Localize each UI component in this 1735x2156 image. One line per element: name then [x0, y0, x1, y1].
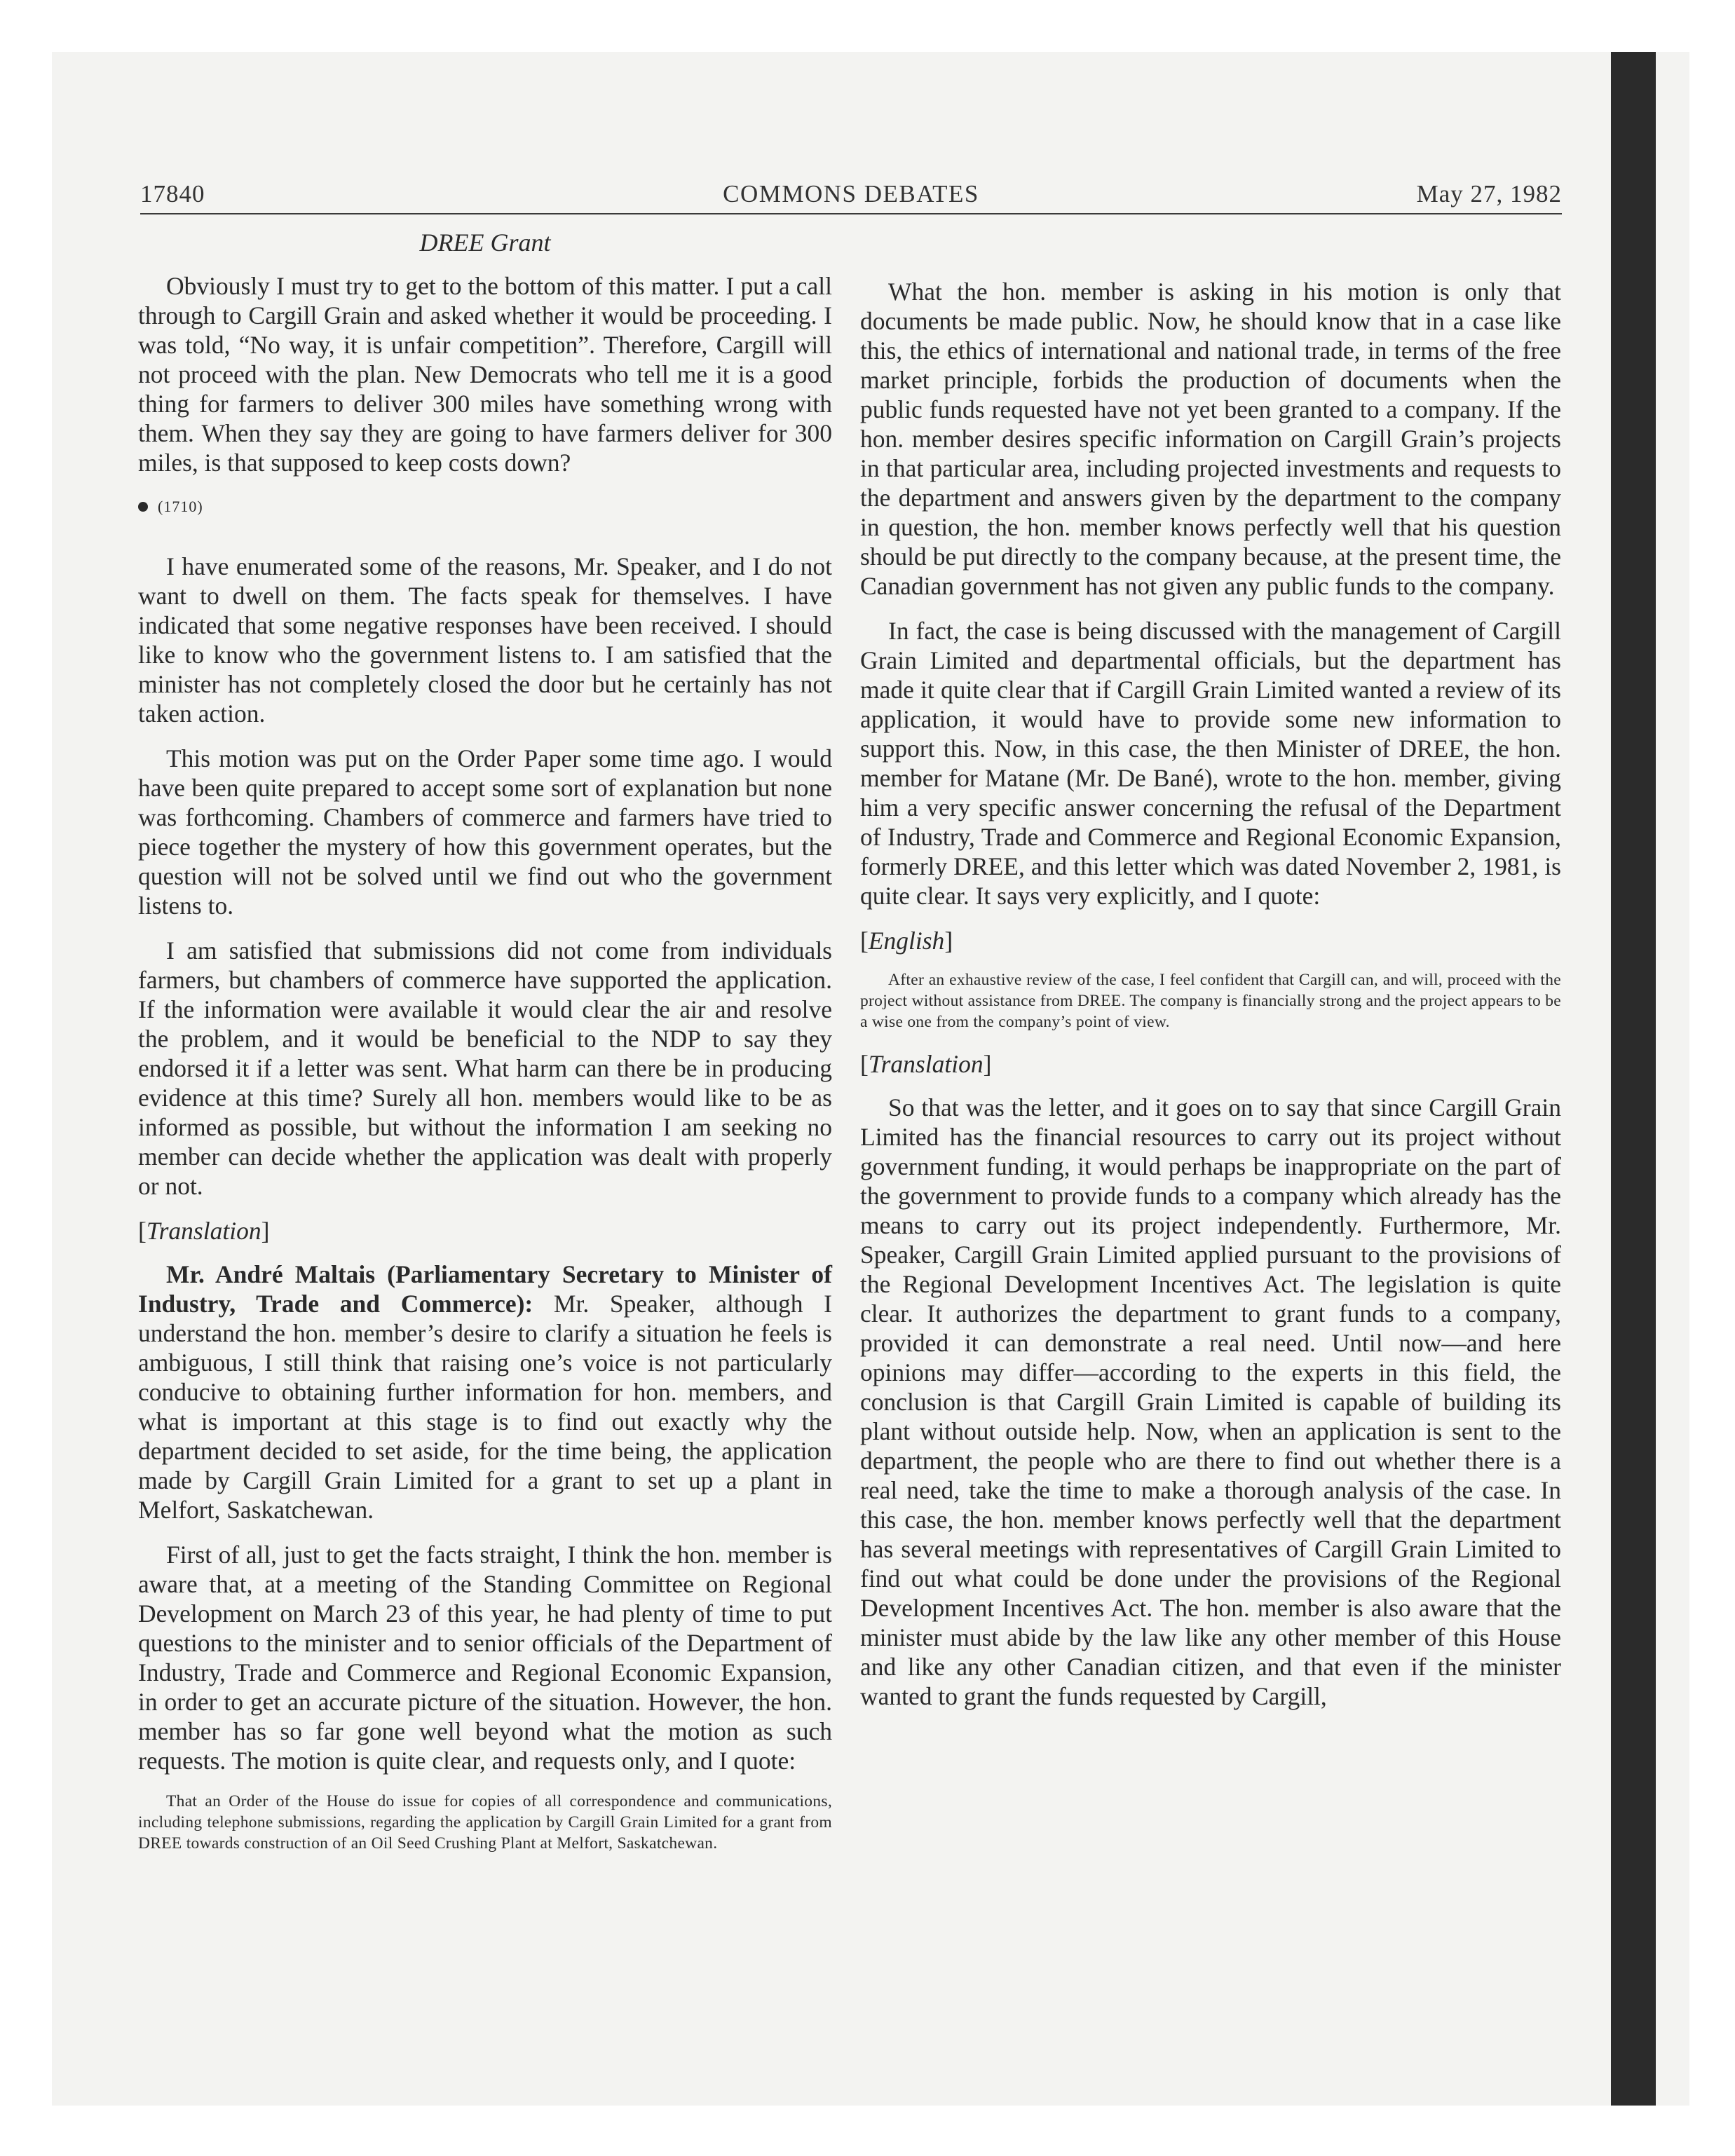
speaker-name: Mr. André Maltais (Parliamentary Secretary to Minister of Industry, Trade and Commerce): [138, 1260, 832, 1318]
scan-edge-shadow [1611, 52, 1656, 2106]
block-quote: That an Order of the House do issue for copies of all correspondence and communications, including telephone submissions, regarding the application by Cargill Grain Limited for a grant from DREE towards construction of an Oil Seed Crushing Plant at Melfort, Saskatchewan. [138, 1792, 832, 1853]
right-column [860, 277, 1561, 1726]
translation-label: Translation [146, 1217, 261, 1245]
time-marker [138, 493, 832, 521]
speech-paragraph [138, 1260, 832, 1524]
paragraph: In fact, the case is being discussed with the management of Cargill Grain Limited and departmental officials, but the department has made it quite clear that if Cargill Grain Limited wanted a review of its application, it would have to provide some new information to support this. Now, in this case, the then Minister of DREE, the hon. member for Matane (Mr. De Bané), wrote to the hon. member, giving him a very specific answer concerning the refusal of the Department of Industry, Trade and Commerce and Regional Economic Expansion, formerly DREE, and this letter which was dated November 2, 1981, is quite clear. It says very explicitly, and I quote: [860, 617, 1561, 910]
language-label: [Translation] [138, 1217, 270, 1245]
speech-text: Mr. Speaker, although I understand the hon. member’s desire to clarify a situation he feels is ambiguous, I still think that raising one’s voice is not particularly conducive to obtaining further information for hon. members, and what is important at this stage is to find out exactly why the department decided to set aside, for the time being, the application made by Cargill Grain Limited for a grant to set up a plant in Melfort, Saskatchewan. [138, 1290, 833, 1524]
page-number: 17840 [140, 180, 205, 207]
language-label: [English] [860, 927, 953, 955]
paragraph: First of all, just to get the facts straight, I think the hon. member is aware that, at a meeting of the Standing Committee on Regional Development on March 23 of this year, he had plenty of time to put questions to the minister and to senior officials of the Department of Industry, Trade and Commerce and Regional Economic Expansion, in order to get an accurate picture of the situation. However, the hon. member has so far gone well beyond what the motion as such requests. The motion is quite clear, and requests only, and I quote: [138, 1541, 832, 1775]
paragraph: Obviously I must try to get to the bottom of this matter. I put a call through to Cargill Grain and asked whether it would be proceeding. I was told, “No way, it is unfair competition”. Therefore, Cargill will not proceed with the plan. New Democrats who tell me it is a good thing for farmers to deliver 300 miles have something wrong with them. When they say they are going to have farmers deliver for 300 miles, is that supposed to keep costs down? [138, 272, 832, 477]
publication-title: COMMONS DEBATES [723, 180, 979, 207]
paragraph: I am satisfied that submissions did not come from individuals farmers, but chambers of commerce have supported the application. If the information were available it would clear the air and resolve the problem, and it would be beneficial to the NDP to say they endorsed it if a letter was sent. What harm can there be in producing evidence at this time? Surely all hon. members would like to be as informed as possible, but without the information I am seeking no member can decide whether the application was dealt with properly or not. [138, 936, 832, 1200]
header-rule [140, 213, 1562, 214]
page-header [140, 180, 1562, 215]
publication-date: May 27, 1982 [1416, 180, 1562, 207]
language-label: [Translation] [860, 1050, 992, 1078]
section-title: DREE Grant [419, 228, 551, 257]
english-label: English [868, 927, 945, 955]
translation-label: Translation [868, 1050, 984, 1078]
left-column [138, 228, 832, 1871]
block-quote: After an exhaustive review of the case, I feel confident that Cargill can, and will, proceed with the project without assistance from DREE. The company is financially strong and the project appears to be a wise one from the company’s point of view. [860, 971, 1561, 1031]
paragraph: I have enumerated some of the reasons, Mr. Speaker, and I do not want to dwell on them. The facts speak for themselves. I have indicated that some negative responses have been received. I should like to know who the government listens to. I am satisfied that the minister has not completely closed the door but he certainly has not taken action. [138, 552, 832, 728]
paragraph: What the hon. member is asking in his motion is only that documents be made public. Now, he should know that in a case like this, the ethics of international and national trade, in terms of the free market principle, forbids the production of documents when the public funds requested have not yet been granted to a company. If the hon. member desires specific information on Cargill Grain’s projects in that particular area, including projected investments and requests to the department and answers given by the department to the company in question, the hon. member knows perfectly well that his question should be put directly to the company because, at the present time, the Canadian government has not given any public funds to the company. [860, 278, 1561, 600]
paragraph: So that was the letter, and it goes on to say that since Cargill Grain Limited has the financial resources to carry out its project without government funding, it would perhaps be inappropriate on the part of the government to provide funds to a company which already has the means to carry out its project independently. Furthermore, Mr. Speaker, Cargill Grain Limited applied pursuant to the provisions of the Regional Development Incentives Act. The legislation is quite clear. It authorizes the department to grant funds to a company, provided it can demonstrate a real need. Until now—and here opinions may differ—according to the experts in this field, the conclusion is that Cargill Grain Limited is capable of building its plant without outside help. Now, when an application is sent to the department, the people who are there to find out whether there is a real need, take the time to make a thorough analysis of the case. In this case, the hon. member knows perfectly well that the department has several meetings with representatives of Cargill Grain Limited to find out what could be done under the provisions of the Regional Development Incentives Act. The hon. member is also aware that the minister must abide by the law like any other member of this House and like any other Canadian citizen, and that even if the minister wanted to grant the funds requested by Cargill, [860, 1093, 1561, 1710]
time-marker-label: (1710) [158, 498, 203, 515]
bullet-icon [138, 502, 148, 512]
paragraph: This motion was put on the Order Paper some time ago. I would have been quite prepared to accept some sort of explanation but none was forthcoming. Chambers of commerce and farmers have tried to piece together the mystery of how this government operates, but the question will not be solved until we find out who the government listens to. [138, 744, 832, 920]
